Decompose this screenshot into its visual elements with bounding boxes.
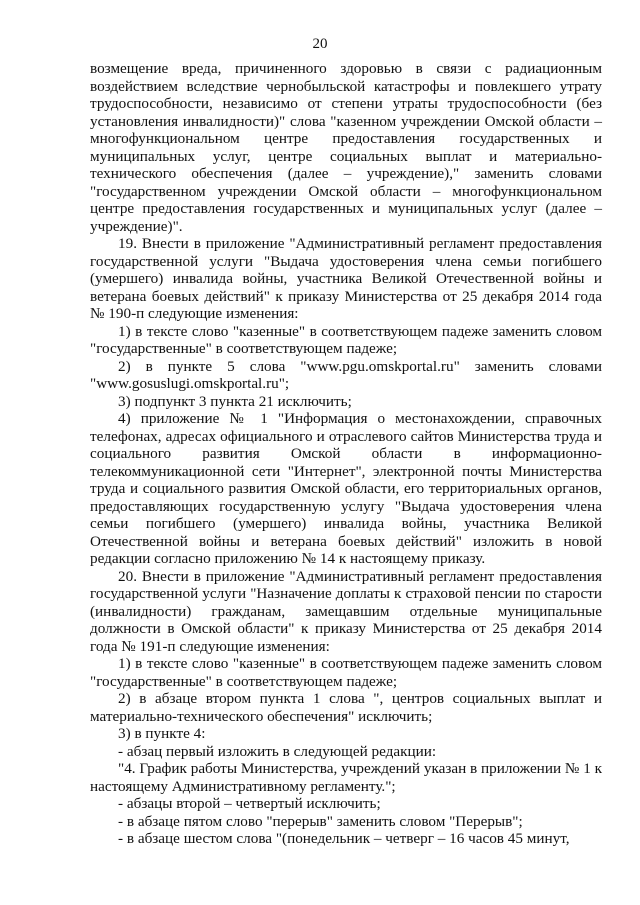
paragraph: - в абзаце пятом слово "перерыв" заменить словом "Перерыв";	[118, 812, 523, 830]
paragraph: 3) подпункт 3 пункта 21 исключить;	[118, 392, 352, 410]
paragraph: - в абзаце шестом слова "(понедельник – четверг – 16 часов 45 минут,	[118, 830, 570, 847]
page-number: 20	[312, 36, 328, 52]
paragraph: 3) в пункте 4:	[118, 725, 206, 742]
paragraph: - абзац первый изложить в следующей редакции:	[118, 742, 437, 760]
paragraph: 20. Внести в приложение "Административный регламент предоставления государственной услуги "Назначение доплаты к страховой пенсии по старости (инвалидности) гражданам, замещавшим отдельные муниципальные должности в Омской области" к приказу Министерства от 25 декабря 2014 года № 191-п следующие изменения:	[90, 567, 602, 655]
paragraph: 1) в тексте слово "казенные" в соответствующем падеже заменить словом "государственные" в соответствующем падеже;	[90, 655, 602, 690]
paragraph: возмещение вреда, причиненного здоровью в связи с радиационным воздействием вследствие чернобыльской катастрофы и повлекшего утрату трудоспособности, независимо от степени утраты трудоспособности (без установления инвалидности)" слова "казенном учреждении Омской области – многофункциональном центре предоставления государственных и муниципальных услуг, центре социальных выплат и материально-технического обеспечения (далее – учреждение)," заменить словами "государственном учреждении Омской области – многофункциональном центре предоставления государственных и муниципальных услуг (далее – учреждение)".	[90, 60, 602, 235]
paragraph: 19. Внести в приложение "Административный регламент предоставления государственной услуги "Выдача удостоверения члена семьи погибшего (умершего) инвалида войны, участника Великой Отечественной войны и ветерана боевых действий" к приказу Министерства от 25 декабря 2014 года № 190-п следующие изменения:	[90, 235, 602, 322]
paragraph: 2) в абзаце втором пункта 1 слова ", центров социальных выплат и материально-технического обеспечения" исключить;	[90, 690, 602, 725]
paragraph: 2) в пункте 5 слова "www.pgu.omskportal.ru" заменить словами "www.gosuslugi.omskportal.ru";	[90, 357, 602, 392]
paragraph: 4) приложение № 1 "Информация о местонахождении, справочных телефонах, адресах официального и отраслевого сайтов Министерства труда и социального развития Омской области в информационно-телекоммуникационной сети "Интернет", электронной почты Министерства труда и социального развития Омской области, его территориальных органов, предоставляющих государственную услугу "Выдача удостоверения члена семьи погибшего (умершего) инвалида войны, участника Великой Отечественной войны и ветерана боевых действий" изложить в новой редакции согласно приложению № 14 к настоящему приказу.	[90, 410, 602, 567]
document-body	[90, 60, 602, 848]
paragraph: - абзацы второй – четвертый исключить;	[118, 795, 381, 812]
paragraph: 1) в тексте слово "казенные" в соответствующем падеже заменить словом "государственные" в соответствующем падеже;	[90, 322, 602, 357]
paragraph: "4. График работы Министерства, учреждений указан в приложении № 1 к настоящему Административному регламенту.";	[90, 760, 602, 795]
